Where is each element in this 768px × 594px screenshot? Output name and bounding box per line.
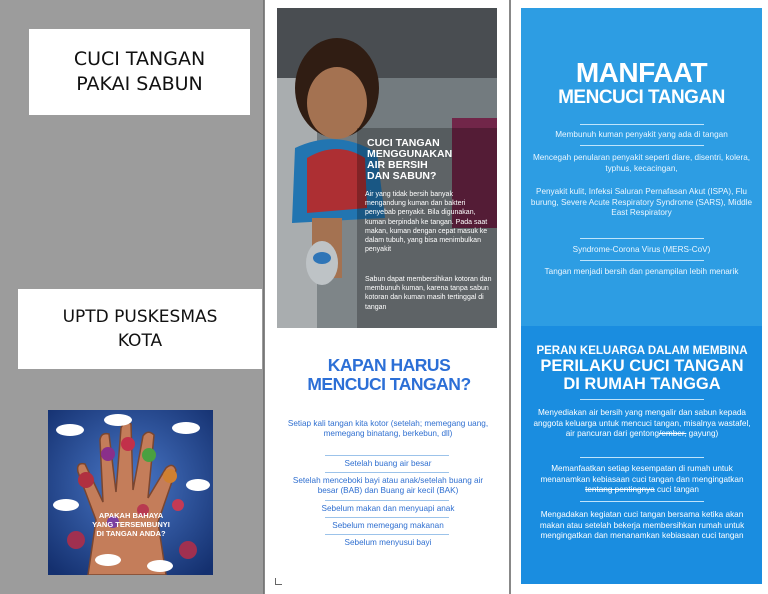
when-item: Setelah menceboki bayi atau anak/setelah buang air besar (BAB) dan Buang air kecil (BAK) bbox=[292, 476, 484, 495]
cover-title-line2: PAKAI SABUN bbox=[76, 73, 203, 95]
role-item1-text: Menyediakan air bersih yang mengalir dan sabun kepada anggota keluarga untuk mencuci tangan, misalnya wastafel, air pancuran dari gentong bbox=[533, 408, 751, 438]
photo-heading-line3: AIR BERSIH bbox=[367, 159, 428, 171]
photo-heading-line1: CUCI TANGAN bbox=[367, 137, 440, 149]
divider bbox=[580, 399, 704, 400]
benefit-item: Syndrome-Corona Virus (MERS-CoV) bbox=[572, 245, 711, 254]
benefit-item: Mencegah penularan penyakit seperti diare, disentri, kolera, typhus, kecacingan, bbox=[532, 153, 751, 173]
when-item: Sebelum menyusui bayi bbox=[344, 538, 432, 547]
benefits-title-line1: MANFAAT bbox=[575, 57, 708, 88]
poster-text-line3: DI TANGAN ANDA? bbox=[96, 529, 166, 538]
cover-title-line1: CUCI TANGAN bbox=[73, 48, 206, 70]
divider bbox=[580, 260, 704, 261]
divider bbox=[325, 472, 449, 473]
benefit-item: Membunuh kuman penyakit yang ada di tangan bbox=[555, 130, 728, 139]
poster-text-line1: APAKAH BAHAYA bbox=[98, 511, 164, 520]
organization-name bbox=[18, 289, 262, 369]
photo-heading bbox=[367, 138, 492, 182]
role-title-line1: PERAN KELUARGA DALAM MEMBINA bbox=[536, 345, 748, 357]
hand-illustration bbox=[48, 410, 213, 575]
photo-heading-line4: DAN SABUN? bbox=[367, 170, 437, 182]
divider bbox=[580, 238, 704, 239]
photo-heading-line2: MENGGUNAKAN bbox=[367, 148, 453, 160]
divider bbox=[325, 455, 449, 456]
when-title-line2: MENCUCI TANGAN? bbox=[307, 374, 471, 394]
when-item: Setiap kali tangan kita kotor (setelah; memegang uang, memegang binatang, berkebun, dll) bbox=[287, 419, 489, 438]
photo-body-paragraph-1: Air yang tidak bersih banyak mengandung kuman dan bakteri penyebab penyakit. Bila digunakan, kuman berpindah ke tangan. Pada saat makan, kuman dengan cepat masuk ke dalam tubuh, yang bisa menimbulkan penyakit bbox=[365, 191, 488, 254]
divider bbox=[325, 534, 449, 535]
role-item bbox=[532, 464, 752, 496]
divider bbox=[325, 500, 449, 501]
cover-title bbox=[29, 29, 250, 115]
hand-germs-poster bbox=[48, 410, 213, 575]
poster-text-line2: YANG TERSEMBUNYI bbox=[92, 520, 170, 529]
benefits-title-line2: MENCUCI TANGAN bbox=[558, 87, 725, 108]
divider bbox=[580, 501, 704, 502]
role-item2-text: Memanfaatkan setiap kesempatan di rumah untuk menanamkan kebiasaan cuci tangan dan mengingatkan bbox=[540, 464, 744, 484]
role-title-line2: PERILAKU CUCI TANGAN bbox=[540, 357, 744, 375]
benefit-item: Tangan menjadi bersih dan penampilan lebih menarik bbox=[544, 267, 739, 276]
photo-body-paragraph-2: Sabun dapat membersihkan kotoran dan membunuh kuman, karena tanpa sabun kotoran dan kuman masih tertinggal di tangan bbox=[365, 276, 492, 311]
org-line1: UPTD PUSKESMAS bbox=[62, 307, 218, 327]
divider bbox=[580, 124, 704, 125]
role-item1-strike: /ember, bbox=[659, 429, 687, 438]
role-title-line3: DI RUMAH TANGGA bbox=[563, 375, 721, 393]
role-item1-end: gayung) bbox=[686, 429, 719, 438]
when-title bbox=[270, 356, 508, 394]
crop-mark bbox=[275, 578, 282, 585]
child-handwashing-photo bbox=[277, 8, 497, 328]
role-item2-strike: tentang pentingnya bbox=[585, 485, 655, 494]
when-item: Sebelum memegang makanan bbox=[332, 521, 444, 530]
benefit-item: Penyakit kulit, Infeksi Saluran Pernafasan Akut (ISPA), Flu burung, Severe Acute Respiratory Syndrome (SARS), Middle East Respiratory bbox=[530, 187, 753, 217]
role-item: Mengadakan kegiatan cuci tangan bersama ketika akan makan atau setelah bekerja membersihkan rumah untuk mengingatkan dan menanamkan kebiasaan cuci tangan bbox=[539, 510, 745, 540]
role-item2-end: cuci tangan bbox=[654, 485, 699, 494]
when-item: Sebelum makan dan menyuapi anak bbox=[321, 504, 455, 513]
divider bbox=[325, 517, 449, 518]
role-item bbox=[532, 408, 752, 440]
divider bbox=[580, 457, 704, 458]
org-line2: KOTA bbox=[117, 331, 163, 351]
divider bbox=[580, 145, 704, 146]
when-item: Setelah buang air besar bbox=[344, 459, 432, 468]
when-title-line1: KAPAN HARUS bbox=[327, 355, 451, 375]
